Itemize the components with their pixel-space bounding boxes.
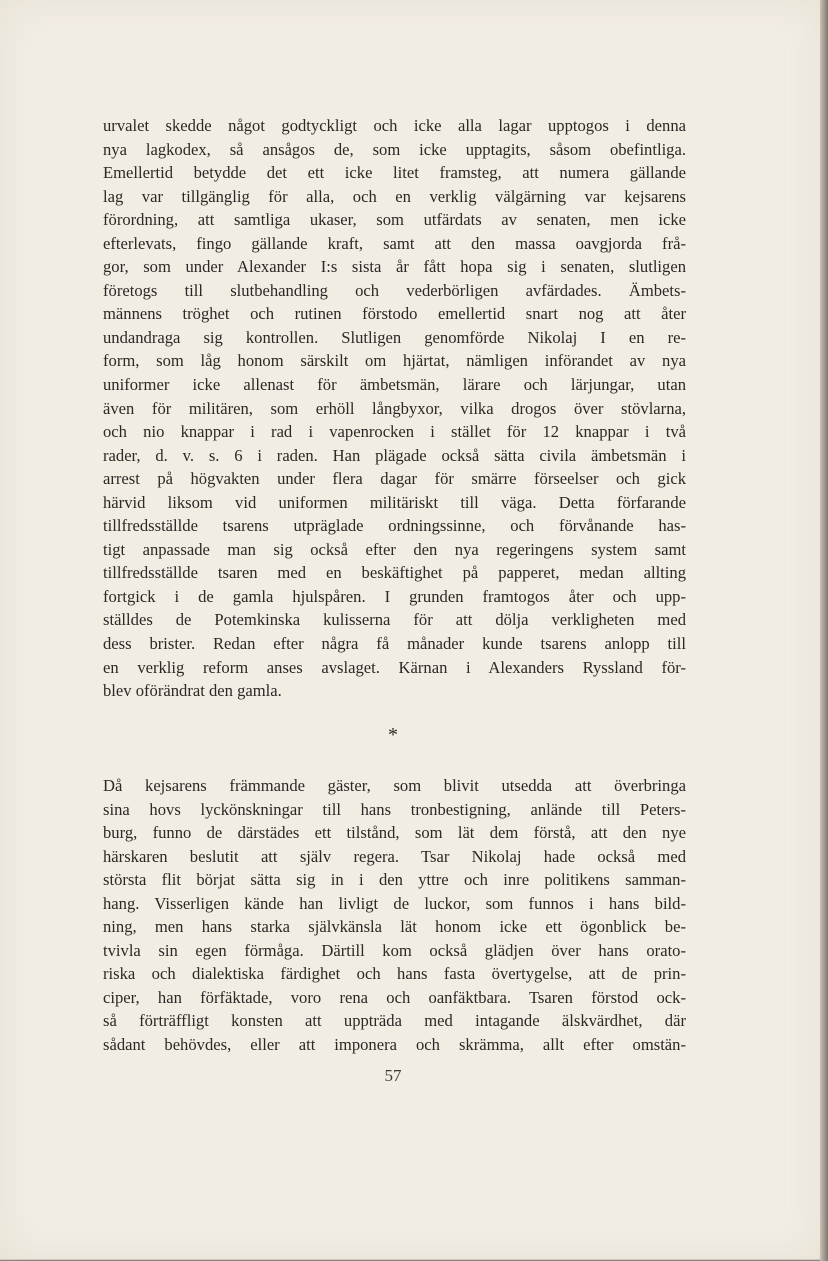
- text-line: Då kejsarens främmande gäster, som blivit utsedda att överbringa: [103, 776, 686, 795]
- text-line: ciper, han förfäktade, voro rena och oanfäktbara. Tsaren förstod ock-: [103, 987, 686, 1007]
- text-line: burg, funno de därstädes ett tilstånd, som lät dem förstå, att den nye: [103, 823, 686, 843]
- text-line: urvalet skedde något godtyckligt och icke alla lagar upptogos i denna: [103, 116, 686, 135]
- paragraph-2: [103, 774, 686, 1057]
- text-line: blev oförändrat den gamla.: [103, 681, 282, 701]
- text-line: ning, men hans starka självkänsla lät honom icke ett ögonblick be-: [103, 917, 686, 937]
- paragraph-1: [103, 114, 686, 703]
- text-line: efterlevats, fingo gällande kraft, samt att den massa oavgjorda frå-: [103, 233, 686, 253]
- text-line: uniformer icke allenast för ämbetsmän, lärare och lärjungar, utan: [103, 375, 686, 395]
- text-line: tillfredsställde tsarens utpräglade ordningssinne, och förvånande has-: [103, 516, 686, 536]
- text-line: ställdes de Potemkinska kulisserna för att dölja verkligheten med: [103, 610, 686, 630]
- text-line: undandraga sig kontrollen. Slutligen genomförde Nikolaj I en re-: [103, 327, 686, 347]
- text-line: sina hovs lyckönskningar till hans tronbestigning, anlände till Peters-: [103, 799, 686, 819]
- text-line: förordning, att samtliga ukaser, som utfärdats av senaten, men icke: [103, 210, 686, 230]
- page-number: 57: [384, 1066, 402, 1085]
- text-line: rader, d. v. s. 6 i raden. Han plägade också sätta civila ämbetsmän i: [103, 445, 686, 465]
- text-line: tigt anpassade man sig också efter den nya regeringens system samt: [103, 539, 686, 559]
- text-line: hang. Visserligen kände han livligt de luckor, som funnos i hans bild-: [103, 893, 686, 913]
- text-line: härvid liksom vid uniformen militäriskt till väga. Detta förfarande: [103, 492, 686, 512]
- page-edge: [820, 0, 828, 1261]
- text-line: männens tröghet och rutinen förstodo emellertid snart nog att åter: [103, 304, 686, 324]
- text-line: så förträffligt konsten att uppträda med intagande älskvärdhet, där: [103, 1011, 686, 1031]
- text-line: form, som låg honom särskilt om hjärtat, nämligen införandet av nya: [103, 351, 686, 371]
- text-line: gor, som under Alexander I:s sista år fått hopa sig i senaten, slutligen: [103, 257, 686, 277]
- text-line: tvivla sin egen förmåga. Därtill kom också glädjen över hans orato-: [103, 940, 686, 960]
- text-line: även för militären, som erhöll långbyxor, vilka drogos över stövlarna,: [103, 398, 686, 418]
- text-line: riska och dialektiska färdighet och hans fasta övertygelse, att de prin-: [103, 964, 686, 984]
- text-line: Emellertid betydde det ett icke litet framsteg, att numera gällande: [103, 163, 686, 183]
- text-line: företogs till slutbehandling och vederbörligen avfärdades. Ämbets-: [103, 280, 686, 300]
- text-line: fortgick i de gamla hjulspåren. I grunden framtogos åter och upp-: [103, 586, 686, 606]
- text-line: lag var tillgänglig för alla, och en verklig välgärning var kejsarens: [103, 186, 686, 206]
- text-line: härskaren beslutit att själv regera. Tsar Nikolaj hade också med: [103, 846, 686, 866]
- text-line: tillfredsställde tsaren med en beskäftighet på papperet, medan allting: [103, 563, 686, 583]
- text-line: och nio knappar i rad i vapenrocken i stället för 12 knappar i två: [103, 422, 686, 442]
- text-line: en verklig reform anses avslaget. Kärnan i Alexanders Ryssland för-: [103, 657, 686, 677]
- section-separator: *: [388, 724, 398, 746]
- text-line: största flit börjat sätta sig in i den yttre och inre politikens samman-: [103, 870, 686, 890]
- text-line: nya lagkodex, så ansågos de, som icke upptagits, såsom obefintliga.: [103, 139, 686, 159]
- text-line: dess brister. Redan efter några få månader kunde tsarens anlopp till: [103, 634, 686, 654]
- text-line: sådant behövdes, eller att imponera och skrämma, allt efter omstän-: [103, 1035, 686, 1055]
- text-line: arrest på högvakten under flera dagar för smärre förseelser och gick: [103, 469, 686, 489]
